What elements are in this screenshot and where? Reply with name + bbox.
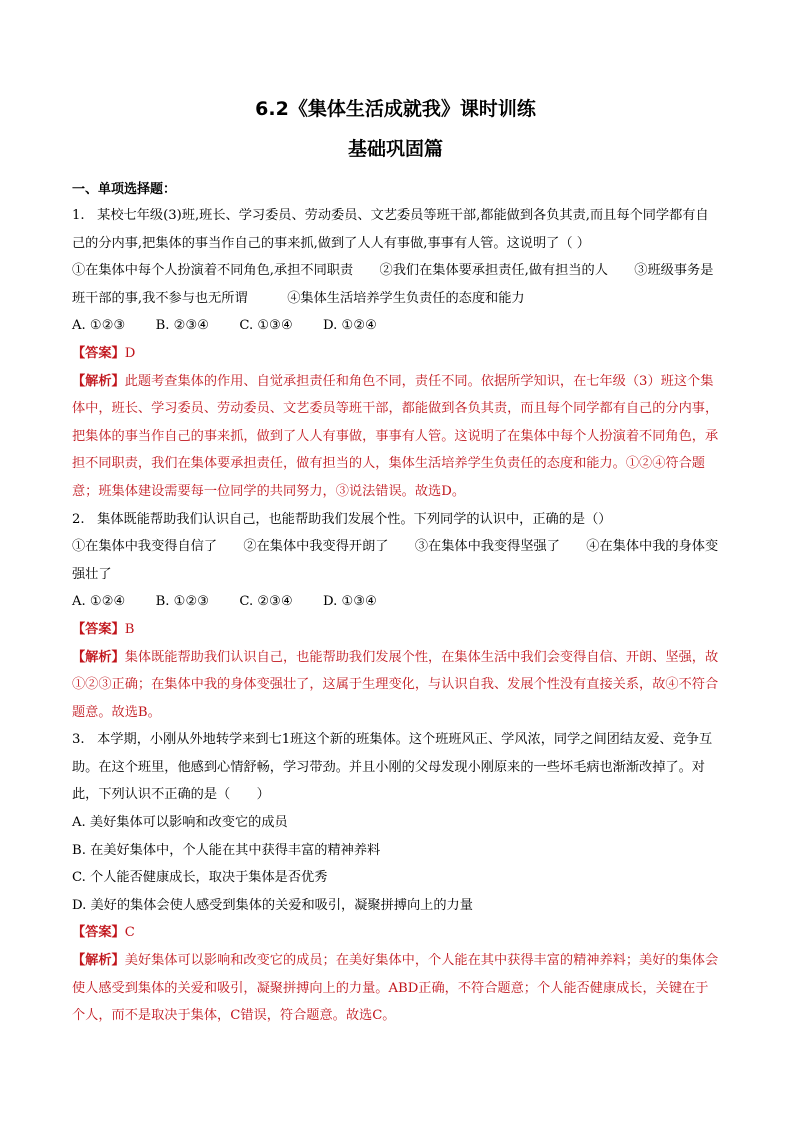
document-subtitle: 基础巩固篇 — [347, 138, 443, 160]
question-text: 本学期，小刚从外地转学来到七1班这个新的班集体。这个班班风正、学风浓，同学之间团结友爱、竞争互助。在这个班里，他感到心情舒畅，学习带劲。并且小刚的父母发现小刚原来的一些坏毛病也渐渐改掉了。对此，下列认识不正确的是（ ） — [72, 732, 713, 803]
question-2 — [72, 506, 719, 727]
answer-value: B — [124, 621, 135, 637]
option-b: B. ①②③ — [155, 594, 210, 610]
explanation-text: 美好集体可以影响和改变它的成员；在美好集体中，个人能在其中获得丰富的精神养料；美好的集体会使人感受到集体的关爱和吸引，凝聚拼搏向上的力量。ABD正确，不符合题意；个人能否健康成长，关键在于个人，而不是取决于集体，C错误，符合题意。故选C。 — [72, 953, 719, 1024]
option-c: C. 个人能否健康成长，取决于集体是否优秀 — [72, 870, 328, 886]
question-3 — [72, 726, 719, 1030]
option-a: A. ①②③ — [72, 318, 126, 334]
question-statements: ①在集体中每个人扮演着不同角色,承担不同职责 ②我们在集体要承担责任,做有担当的人 ③班级事务是班干部的事,我不参与也无所谓 ④集体生活培养学生负责任的态度和能力 — [72, 263, 714, 306]
explanation-text: 集体既能帮助我们认识自己，也能帮助我们发展个性，在集体生活中我们会变得自信、开朗、坚强，故①②③正确；在集体中我的身体变强壮了，这属于生理变化，与认识自我、发展个性没有直接关系，故④不符合题意。故选B。 — [72, 649, 719, 720]
explanation — [72, 644, 719, 727]
answer-line — [72, 616, 719, 644]
option-a: A. 美好集体可以影响和改变它的成员 — [72, 815, 288, 831]
explanation-text: 此题考查集体的作用、自觉承担责任和角色不同，责任不同。依据所学知识，在七年级（3）班这个集体中，班长、学习委员、劳动委员、文艺委员等班干部，都能做到各负其责，而且每个同学都有自己的分内事，把集体的事当作自己的事来抓，做到了人人有事做，事事有人管。这说明了在集体中每个人扮演着不同角色，承担不同职责，我们在集体要承担责任，做有担当的人，集体生活培养学生负责任的态度和能力。①②④符合题意；班集体建设需要每一位同学的共同努力，③说法错误。故选D。 — [72, 373, 719, 499]
option-d: D. ①②④ — [323, 318, 377, 334]
question-stem — [72, 726, 719, 809]
answer-value: C — [124, 925, 135, 941]
explanation-label: 【解析】 — [72, 373, 125, 389]
question-number: 2. — [72, 511, 85, 527]
question-text: 集体既能帮助我们认识自己，也能帮助我们发展个性。下列同学的认识中，正确的是（） — [97, 511, 612, 527]
option-d: D. 美好的集体会使人感受到集体的关爱和吸引，凝聚拼搏向上的力量 — [72, 897, 473, 913]
answer-label: 【答案】 — [72, 345, 125, 361]
option-b: B. ②③④ — [155, 318, 210, 334]
answer-label: 【答案】 — [72, 621, 125, 637]
document-title: 6.2《集体生活成就我》课时训练 — [255, 98, 536, 120]
question-stem — [72, 202, 719, 257]
option-row — [72, 588, 719, 616]
section-heading: 一、单项选择题： — [72, 182, 177, 197]
option-c: C. ①③④ — [239, 318, 293, 334]
answer-label: 【答案】 — [72, 925, 125, 941]
explanation — [72, 947, 719, 1030]
option-c: C. ②③④ — [239, 594, 293, 610]
option-d: D. ①③④ — [323, 594, 377, 610]
answer-line — [72, 919, 719, 947]
explanation — [72, 368, 719, 506]
question-text: 某校七年级(3)班,班长、学习委员、劳动委员、文艺委员等班干部,都能做到各负其责,而且每个同学都有自己的分内事,把集体的事当作自己的事来抓,做到了人人有事做,事事有人管。这说明了（ ） — [72, 208, 709, 251]
question-stem — [72, 506, 719, 534]
explanation-label: 【解析】 — [72, 953, 125, 969]
option-b: B. 在美好集体中，个人能在其中获得丰富的精神养料 — [72, 842, 381, 858]
question-statements: ①在集体中我变得自信了 ②在集体中我变得开朗了 ③在集体中我变得坚强了 ④在集体中我的身体变强壮了 — [72, 539, 719, 582]
answer-line — [72, 340, 719, 368]
option-row — [72, 312, 719, 340]
question-number: 1. — [72, 208, 85, 223]
answer-value: D — [124, 345, 136, 361]
option-a: A. ①②④ — [72, 594, 126, 610]
question-1 — [72, 202, 719, 506]
question-number: 3. — [72, 732, 85, 748]
explanation-label: 【解析】 — [72, 649, 125, 665]
